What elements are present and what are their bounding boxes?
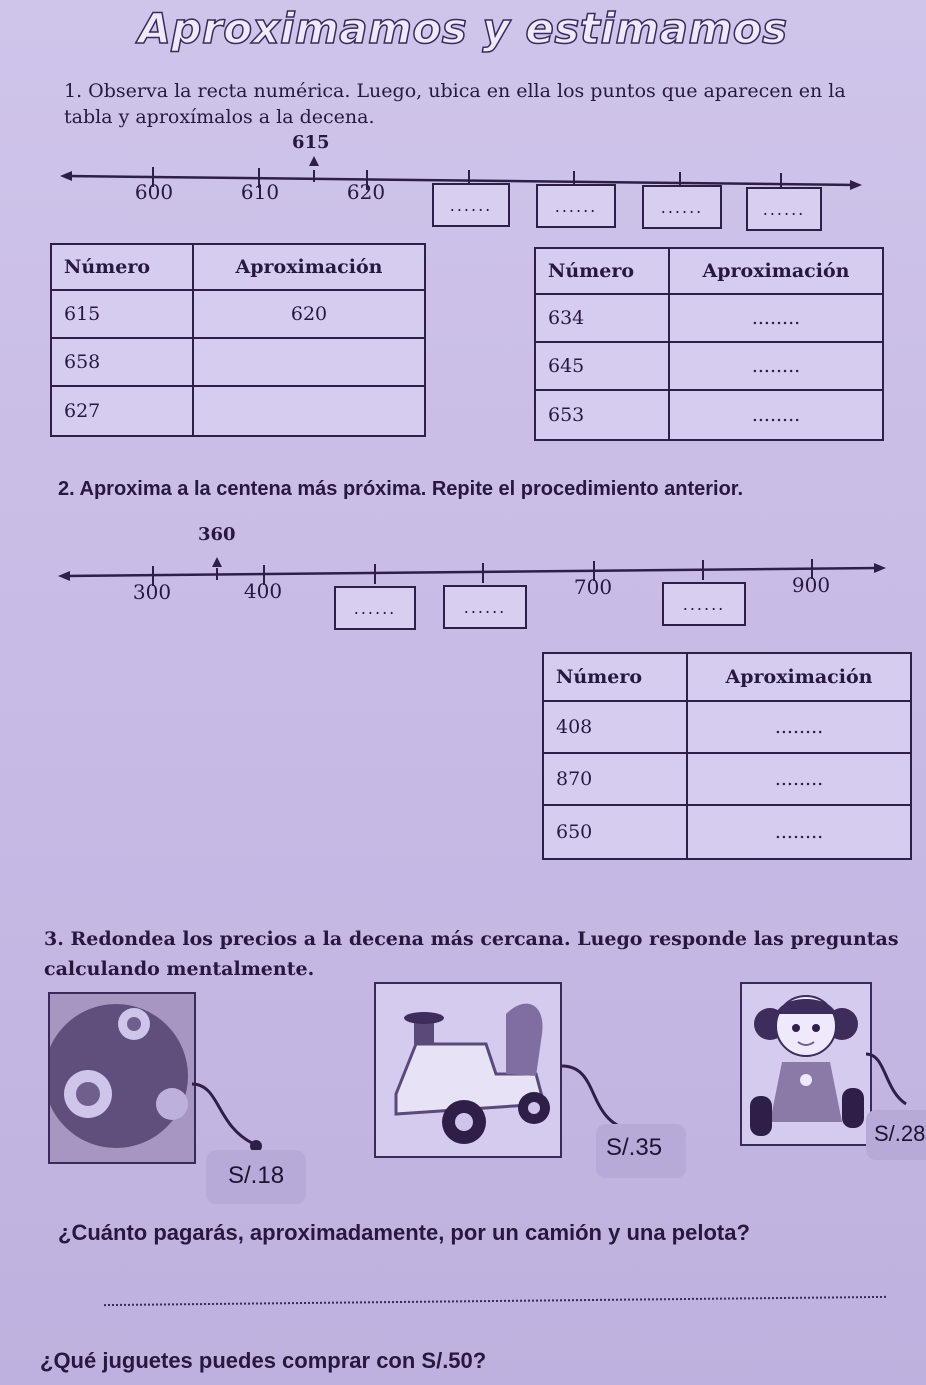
- doll-price: S/.28: [874, 1121, 926, 1146]
- approximation-cell[interactable]: ........: [687, 805, 911, 859]
- table-row: [543, 805, 911, 859]
- table-row: [51, 290, 425, 338]
- table-row: [535, 294, 883, 342]
- doll-image: [740, 982, 872, 1146]
- ex3-instruction-line2: calculando mentalmente.: [44, 958, 315, 980]
- ball-price: S/.18: [228, 1162, 285, 1189]
- ex1-instruction-line2: tabla y aproxímalos a la decena.: [64, 106, 375, 128]
- ex2-tick-400: 400: [243, 579, 283, 603]
- table-row: [543, 701, 911, 753]
- ex2-blank-box-2[interactable]: ......: [443, 585, 527, 629]
- number-cell: 650: [543, 805, 687, 859]
- table-header: Número: [51, 244, 193, 290]
- table-row: [535, 342, 883, 390]
- table-header: Aproximación: [193, 244, 425, 290]
- approximation-cell[interactable]: ........: [687, 753, 911, 805]
- table-header: Número: [543, 653, 687, 701]
- ex1-blank-box-1[interactable]: ......: [432, 183, 510, 227]
- ex2-instruction: 2. Aproxima a la centena más próxima. Repite el procedimiento anterior.: [58, 478, 744, 500]
- number-cell: 870: [543, 753, 687, 805]
- number-cell: 653: [535, 390, 669, 440]
- ex1-blank-box-4[interactable]: ......: [746, 187, 822, 231]
- approximation-cell[interactable]: 620: [193, 290, 425, 338]
- ex2-tick-300: 300: [132, 580, 172, 604]
- ex1-tick-610: 610: [240, 180, 280, 204]
- ball-price-pointer: [190, 1080, 270, 1160]
- approximation-cell[interactable]: ........: [669, 294, 883, 342]
- table-row: [535, 390, 883, 440]
- ex2-table: [542, 652, 912, 860]
- ex2-blank-box-3[interactable]: ......: [662, 582, 746, 626]
- number-cell: 615: [51, 290, 193, 338]
- question-1: ¿Cuánto pagarás, aproximadamente, por un camión y una pelota?: [58, 1220, 750, 1245]
- number-cell: 627: [51, 386, 193, 436]
- truck-icon: [376, 984, 560, 1156]
- ex1-table-left: [50, 243, 426, 437]
- doll-icon: [742, 984, 870, 1144]
- approximation-cell[interactable]: ........: [687, 701, 911, 753]
- ex1-tick-600: 600: [134, 180, 174, 204]
- question-2: ¿Qué juguetes puedes comprar con S/.50?: [40, 1348, 487, 1373]
- ex1-table-right: [534, 247, 884, 441]
- number-cell: 408: [543, 701, 687, 753]
- table-row: [543, 753, 911, 805]
- ex1-tick-620: 620: [346, 180, 386, 204]
- approximation-cell[interactable]: [193, 338, 425, 386]
- table-header: Número: [535, 248, 669, 294]
- ex2-blank-box-1[interactable]: ......: [334, 586, 416, 630]
- number-cell: 658: [51, 338, 193, 386]
- ex2-marker-label: 360: [198, 524, 236, 545]
- page-title: Aproximamos y estimamos: [138, 4, 788, 53]
- ex1-marker-label: 615: [292, 132, 330, 153]
- ex2-tick-900: 900: [791, 573, 831, 597]
- truck-image: [374, 982, 562, 1158]
- approximation-cell[interactable]: ........: [669, 390, 883, 440]
- truck-price: S/.35: [606, 1134, 663, 1161]
- number-cell: 634: [535, 294, 669, 342]
- table-row: [51, 386, 425, 436]
- table-header: Aproximación: [687, 653, 911, 701]
- ex3-instruction-line1: 3. Redondea los precios a la decena más cercana. Luego responde las preguntas: [44, 928, 899, 950]
- table-header: Aproximación: [669, 248, 883, 294]
- ball-icon: [50, 994, 194, 1162]
- number-cell: 645: [535, 342, 669, 390]
- ex1-instruction-line1: 1. Observa la recta numérica. Luego, ubica en ella los puntos que aparecen en la: [64, 80, 846, 102]
- approximation-cell[interactable]: ........: [669, 342, 883, 390]
- ex2-tick-700: 700: [573, 575, 613, 599]
- ball-image: [48, 992, 196, 1164]
- table-row: [51, 338, 425, 386]
- ex1-blank-box-3[interactable]: ......: [642, 185, 722, 229]
- approximation-cell[interactable]: [193, 386, 425, 436]
- ex1-blank-box-2[interactable]: ......: [536, 184, 616, 228]
